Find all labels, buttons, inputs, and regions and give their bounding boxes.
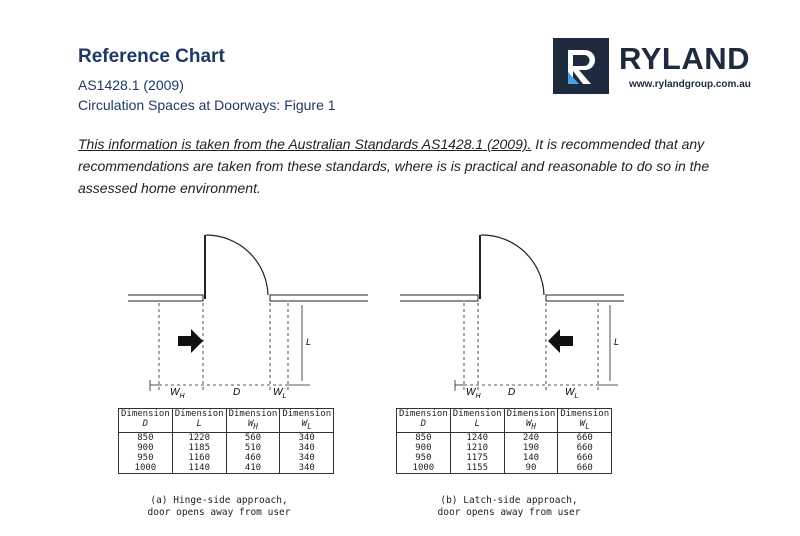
table-row	[397, 463, 612, 474]
logo-mark	[553, 38, 609, 94]
table-cell: 460	[226, 453, 280, 463]
label-wh: $W_H$	[170, 387, 185, 400]
figure-title: Circulation Spaces at Doorways: Figure 1	[78, 97, 336, 113]
wall-left	[400, 295, 478, 301]
table-cell: 190	[504, 443, 558, 453]
wall-right	[546, 295, 624, 301]
table-cell: 340	[280, 443, 334, 453]
label-l: L	[306, 337, 312, 347]
label-d: D	[508, 387, 516, 398]
caption-line: door opens away from user	[147, 507, 291, 518]
logo-url: www.rylandgroup.com.au	[629, 79, 751, 90]
caption-line: (b) Latch-side approach,	[440, 495, 578, 506]
table-cell: 140	[504, 453, 558, 463]
table-cell: 850	[397, 432, 451, 443]
label-wh: $W_H$	[466, 387, 481, 400]
table-cell: 1000	[397, 463, 451, 474]
intro-text: It is recommended that any recommendations are taken from these standards, where is is practical and reasonable to do so in the assessed home environment.	[78, 136, 710, 196]
table-symbol-cell: $W_H$	[504, 419, 558, 432]
approach-arrow-icon	[548, 329, 573, 353]
figure-a-diagram	[128, 235, 368, 391]
table-symbol-cell: $W_L$	[280, 419, 334, 432]
table-cell: 1155	[450, 463, 504, 474]
table-symbol-cell: $W_L$	[558, 419, 612, 432]
table-cell: 90	[504, 463, 558, 474]
table-header-row	[397, 409, 612, 420]
table-cell: 240	[504, 432, 558, 443]
table-cell: 1160	[172, 453, 226, 463]
label-l: L	[614, 337, 620, 347]
table-cell: 1220	[172, 432, 226, 443]
label-d: D	[233, 387, 241, 398]
figure-b-diagram	[400, 235, 624, 391]
table-cell: 340	[280, 463, 334, 474]
dimension-table-hinge-side	[118, 408, 334, 474]
table-header-cell: Dimension	[397, 409, 451, 420]
table-cell: 950	[119, 453, 173, 463]
table-cell: 660	[558, 432, 612, 443]
dimension-table-latch-side	[396, 408, 612, 474]
table-header-cell: Dimension	[226, 409, 280, 420]
label-wl: $W_L$	[273, 387, 287, 400]
standards-link[interactable]: This information is taken from the Australian Standards AS1428.1 (2009).	[78, 136, 532, 152]
table-cell: 900	[119, 443, 173, 453]
intro-paragraph	[78, 133, 758, 199]
approach-arrow-icon	[178, 329, 203, 353]
table-row	[119, 453, 334, 463]
table-symbol-cell: $W_H$	[226, 419, 280, 432]
figure-a-caption	[110, 495, 328, 519]
table-header-cell: Dimension	[280, 409, 334, 420]
label-wl: $W_L$	[565, 387, 579, 400]
ryland-logo	[553, 38, 753, 96]
table-cell: 850	[119, 432, 173, 443]
table-cell: 340	[280, 453, 334, 463]
door-swing	[206, 235, 268, 295]
table-cell: 900	[397, 443, 451, 453]
caption-line: door opens away from user	[437, 507, 581, 518]
table-row	[119, 443, 334, 453]
table-cell: 560	[226, 432, 280, 443]
table-cell: 340	[280, 432, 334, 443]
table-header-cell: Dimension	[119, 409, 173, 420]
table-cell: 1210	[450, 443, 504, 453]
table-symbol-cell: D	[119, 419, 173, 432]
table-header-cell: Dimension	[172, 409, 226, 420]
table-symbol-cell: L	[172, 419, 226, 432]
table-symbol-row	[397, 419, 612, 432]
table-header-cell: Dimension	[450, 409, 504, 420]
wall-right	[270, 295, 368, 301]
table-symbol-cell: D	[397, 419, 451, 432]
logo-wordmark: RYLAND	[619, 41, 751, 76]
caption-line: (a) Hinge-side approach,	[150, 495, 288, 506]
door-swing	[481, 235, 544, 295]
table-header-row	[119, 409, 334, 420]
table-cell: 660	[558, 443, 612, 453]
table-cell: 1000	[119, 463, 173, 474]
table-row	[119, 432, 334, 443]
doorway-diagrams	[110, 225, 670, 400]
table-symbol-row	[119, 419, 334, 432]
figure-b-caption	[398, 495, 620, 519]
table-cell: 660	[558, 453, 612, 463]
table-row	[119, 463, 334, 474]
table-cell: 410	[226, 463, 280, 474]
table-cell: 1140	[172, 463, 226, 474]
table-header-cell: Dimension	[504, 409, 558, 420]
table-row	[397, 432, 612, 443]
wall-left	[128, 295, 203, 301]
table-cell: 1185	[172, 443, 226, 453]
table-cell: 1175	[450, 453, 504, 463]
standard-reference: AS1428.1 (2009)	[78, 77, 184, 93]
table-header-cell: Dimension	[558, 409, 612, 420]
table-cell: 660	[558, 463, 612, 474]
table-cell: 510	[226, 443, 280, 453]
page-title: Reference Chart	[78, 46, 225, 67]
table-row	[397, 453, 612, 463]
table-row	[397, 443, 612, 453]
table-cell: 950	[397, 453, 451, 463]
table-symbol-cell: L	[450, 419, 504, 432]
table-cell: 1240	[450, 432, 504, 443]
